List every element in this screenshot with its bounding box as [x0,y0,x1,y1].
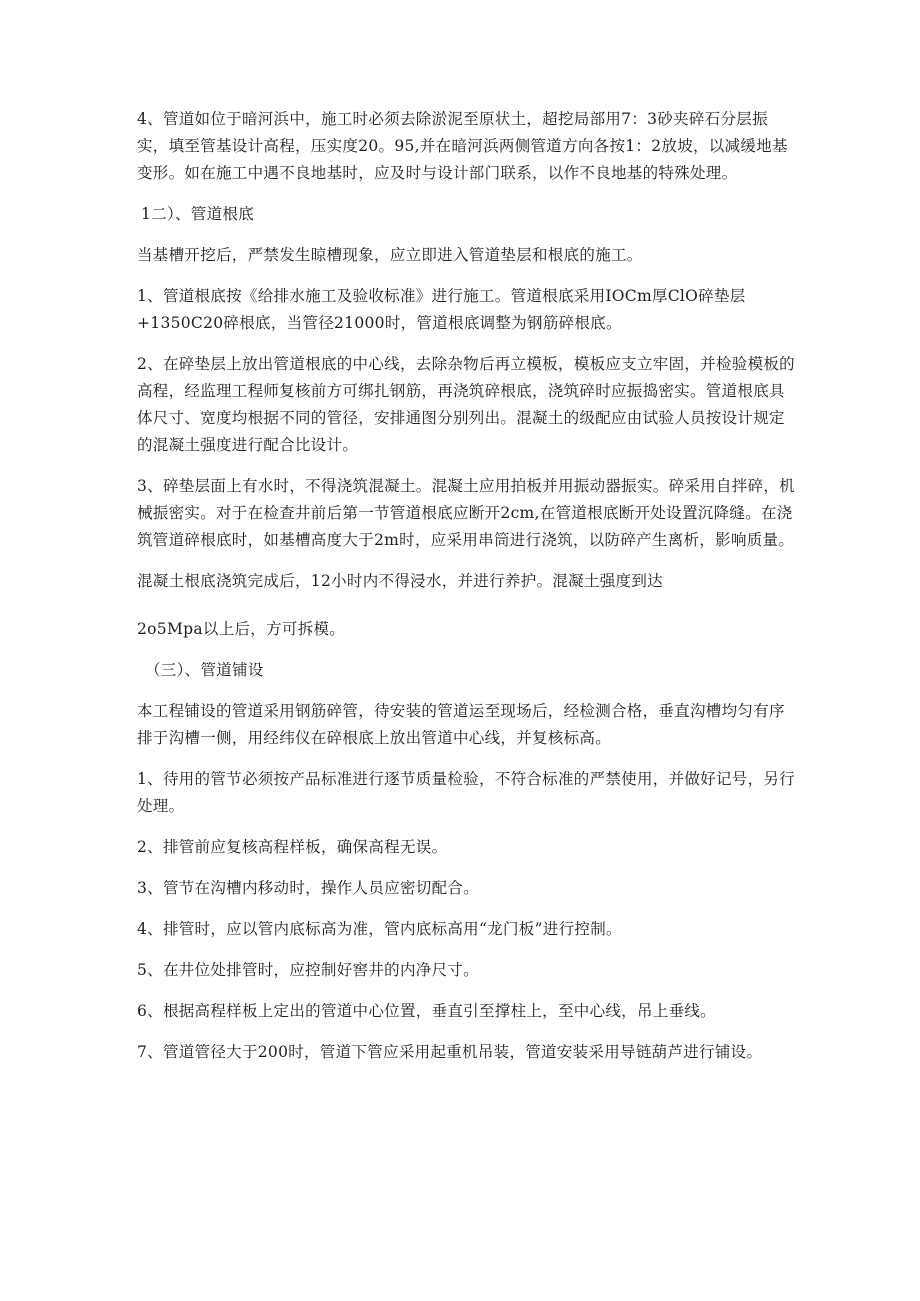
paragraph-foundation-item-3: 3、碎垫层面上有水时，不得浇筑混凝土。混凝土应用拍板并用振动器振实。碎采用自拌碎，机械振密实。对于在检查井前后第一节管道根底应断开2cm,在管道根底断开处设置沉降缝。在浇筑管道碎根底时，如基槽高度大于2m时，应采用串筒进行浇筑，以防碎产生离析，影响质量。 [137,477,795,549]
paragraph-laying-item-4: 4、排管时，应以管内底标高为准，管内底标高用“龙门板”进行控制。 [137,920,622,938]
document-body [137,106,797,1080]
section-heading-pipe-foundation: 1二）、管道根底 [141,205,255,223]
paragraph-foundation-item-2: 2、在碎垫层上放出管道根底的中心线，去除杂物后再立模板，模板应支立牢固，并检验模板的高程，经监理工程师复核前方可绑扎钢筋，再浇筑碎根底，浇筑碎时应振捣密实。管道根底具体尺寸、宽度均根据不同的管径，安排通图分别列出。混凝土的级配应由试验人员按设计规定的混凝土强度进行配合比设计。 [137,355,795,454]
paragraph-foundation-item-1: 1、管道根底按《给排水施工及验收标准》进行施工。管道根底采用IOCm厚ClO碎垫层+1350C20碎根底，当管径21000时，管道根底调整为钢筋碎根底。 [137,287,746,332]
paragraph-foundation-intro: 当基槽开挖后，严禁发生晾槽现象，应立即进入管道垫层和根底的施工。 [137,246,643,264]
paragraph-laying-item-7: 7、管道管径大于200时，管道下管应采用起重机吊装，管道安装采用导链葫芦进行铺设。 [137,1043,763,1061]
paragraph-laying-item-1: 1、待用的管节必须按产品标准进行逐节质量检验，不符合标准的严禁使用，并做好记号，另行处理。 [137,770,795,815]
paragraph-pipe-in-creek: 4、管道如位于暗河浜中，施工时必须去除淤泥至原状土，超挖局部用7：3砂夹碎石分层振实，填至管基设计高程，压实度20。95,并在暗河浜两侧管道方向各按1：2放坡，以减缓地基变形。如在施工中遇不良地基时，应及时与设计部门联系，以作不良地基的特殊处理。 [137,110,788,182]
paragraph-laying-item-3: 3、管节在沟槽内移动时，操作人员应密切配合。 [137,879,479,897]
paragraph-laying-item-5: 5、在井位处排管时，应控制好窖井的内净尺寸。 [137,961,479,979]
paragraph-formwork-removal: 2o5Mpa以上后，方可拆模。 [137,620,346,638]
paragraph-curing: 混凝土根底浇筑完成后，12小时内不得浸水，并进行养护。混凝土强度到达 [137,572,663,590]
paragraph-laying-item-2: 2、排管前应复核高程样板，确保高程无误。 [137,838,448,856]
paragraph-laying-item-6: 6、根据高程样板上定出的管道中心位置，垂直引至撑柱上，至中心线，吊上垂线。 [137,1002,716,1020]
paragraph-laying-intro: 本工程铺设的管道采用钢筋碎管，待安装的管道运至现场后，经检测合格，垂直沟槽均匀有序排于沟槽一侧，用经纬仪在碎根底上放出管道中心线，并复核标高。 [137,702,785,747]
section-heading-pipe-laying: （三）、管道铺设 [145,661,264,679]
